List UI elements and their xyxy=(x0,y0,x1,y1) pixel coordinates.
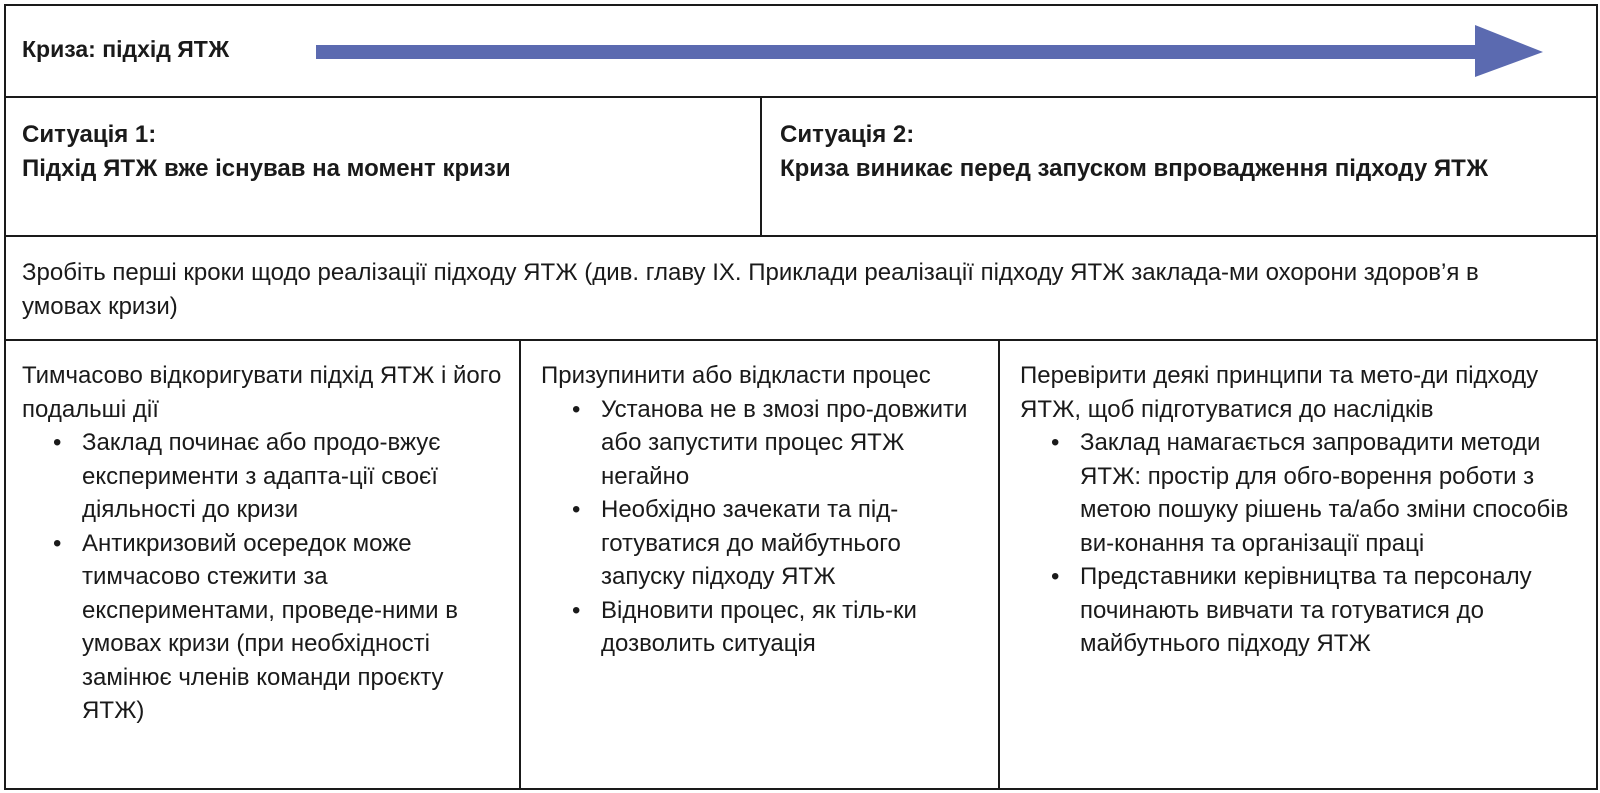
list-item xyxy=(572,594,978,661)
option-pause-list xyxy=(541,393,978,661)
situation-1-label: Ситуація 1: xyxy=(22,121,157,148)
crisis-table xyxy=(4,4,1598,790)
list-item-text: Заклад починає або продо-вжує експерименти з адапта-ції своєї діяльності до кризи xyxy=(82,429,441,523)
list-item-text: Необхідно зачекати та під-готуватися до майбутнього запуску підходу ЯТЖ xyxy=(601,496,901,590)
bullet-icon: • xyxy=(572,395,581,423)
header-title: Криза: підхід ЯТЖ xyxy=(22,36,230,62)
situation-2-text: Криза виникає перед запуском впровадження підходу ЯТЖ xyxy=(780,155,1489,182)
bullet-icon: • xyxy=(1051,563,1060,590)
option-pause-lead: Призупинити або відкласти процес xyxy=(541,362,931,389)
list-item-text: Заклад намагається запровадити методи ЯТЖ: простір для обго-ворення роботи з метою пошуку рішень та/або зміни способів ви-конання та організації праці xyxy=(1080,429,1569,557)
first-steps-row xyxy=(6,237,1596,341)
option-test-cell xyxy=(1000,341,1596,788)
situation-2-cell xyxy=(762,98,1596,235)
situation-2-label: Ситуація 2: xyxy=(780,121,915,148)
options-row xyxy=(6,341,1596,788)
header-row xyxy=(6,6,1596,98)
option-test-list xyxy=(1020,426,1576,661)
option-adjust-list xyxy=(22,426,503,728)
situations-row xyxy=(6,98,1596,237)
bullet-icon: • xyxy=(53,529,62,557)
option-adjust-lead: Тимчасово відкоригувати підхід ЯТЖ і його подальші дії xyxy=(22,362,502,423)
list-item xyxy=(53,426,503,527)
first-steps-text: Зробіть перші кроки щодо реалізації підходу ЯТЖ (див. главу IX. Приклади реалізації підходу ЯТЖ заклада-ми охорони здоров’я в умовах кризи) xyxy=(22,259,1479,320)
bullet-icon: • xyxy=(53,429,62,456)
timeline-arrow xyxy=(6,6,1596,96)
bullet-icon: • xyxy=(572,596,581,624)
bullet-icon: • xyxy=(572,496,581,523)
list-item-text: Антикризовий осередок може тимчасово стежити за експериментами, проведе-ними в умовах кризи (при необхідності замінює членів команди проєкту ЯТЖ) xyxy=(82,529,458,724)
list-item-text: Представники керівництва та персоналу починають вивчати та готуватися до майбутнього підходу ЯТЖ xyxy=(1080,563,1532,657)
option-pause-cell xyxy=(521,341,1000,788)
list-item xyxy=(572,493,978,594)
list-item xyxy=(572,393,978,494)
option-test-lead: Перевірити деякі принципи та мето-ди підходу ЯТЖ, щоб підготуватися до наслідків xyxy=(1020,362,1539,423)
situation-1-cell xyxy=(6,98,762,235)
list-item xyxy=(1051,426,1576,560)
list-item xyxy=(53,527,503,728)
list-item-text: Установа не в змозі про-довжити або запустити процес ЯТЖ негайно xyxy=(601,395,968,490)
timeline-arrow-shaft xyxy=(316,45,1481,59)
timeline-arrow-head xyxy=(1475,25,1543,77)
option-adjust-cell xyxy=(6,341,521,788)
list-item xyxy=(1051,560,1576,661)
bullet-icon: • xyxy=(1051,429,1060,456)
situation-1-text: Підхід ЯТЖ вже існував на момент кризи xyxy=(22,155,511,182)
list-item-text: Відновити процес, як тіль-ки дозволить ситуація xyxy=(601,596,917,657)
